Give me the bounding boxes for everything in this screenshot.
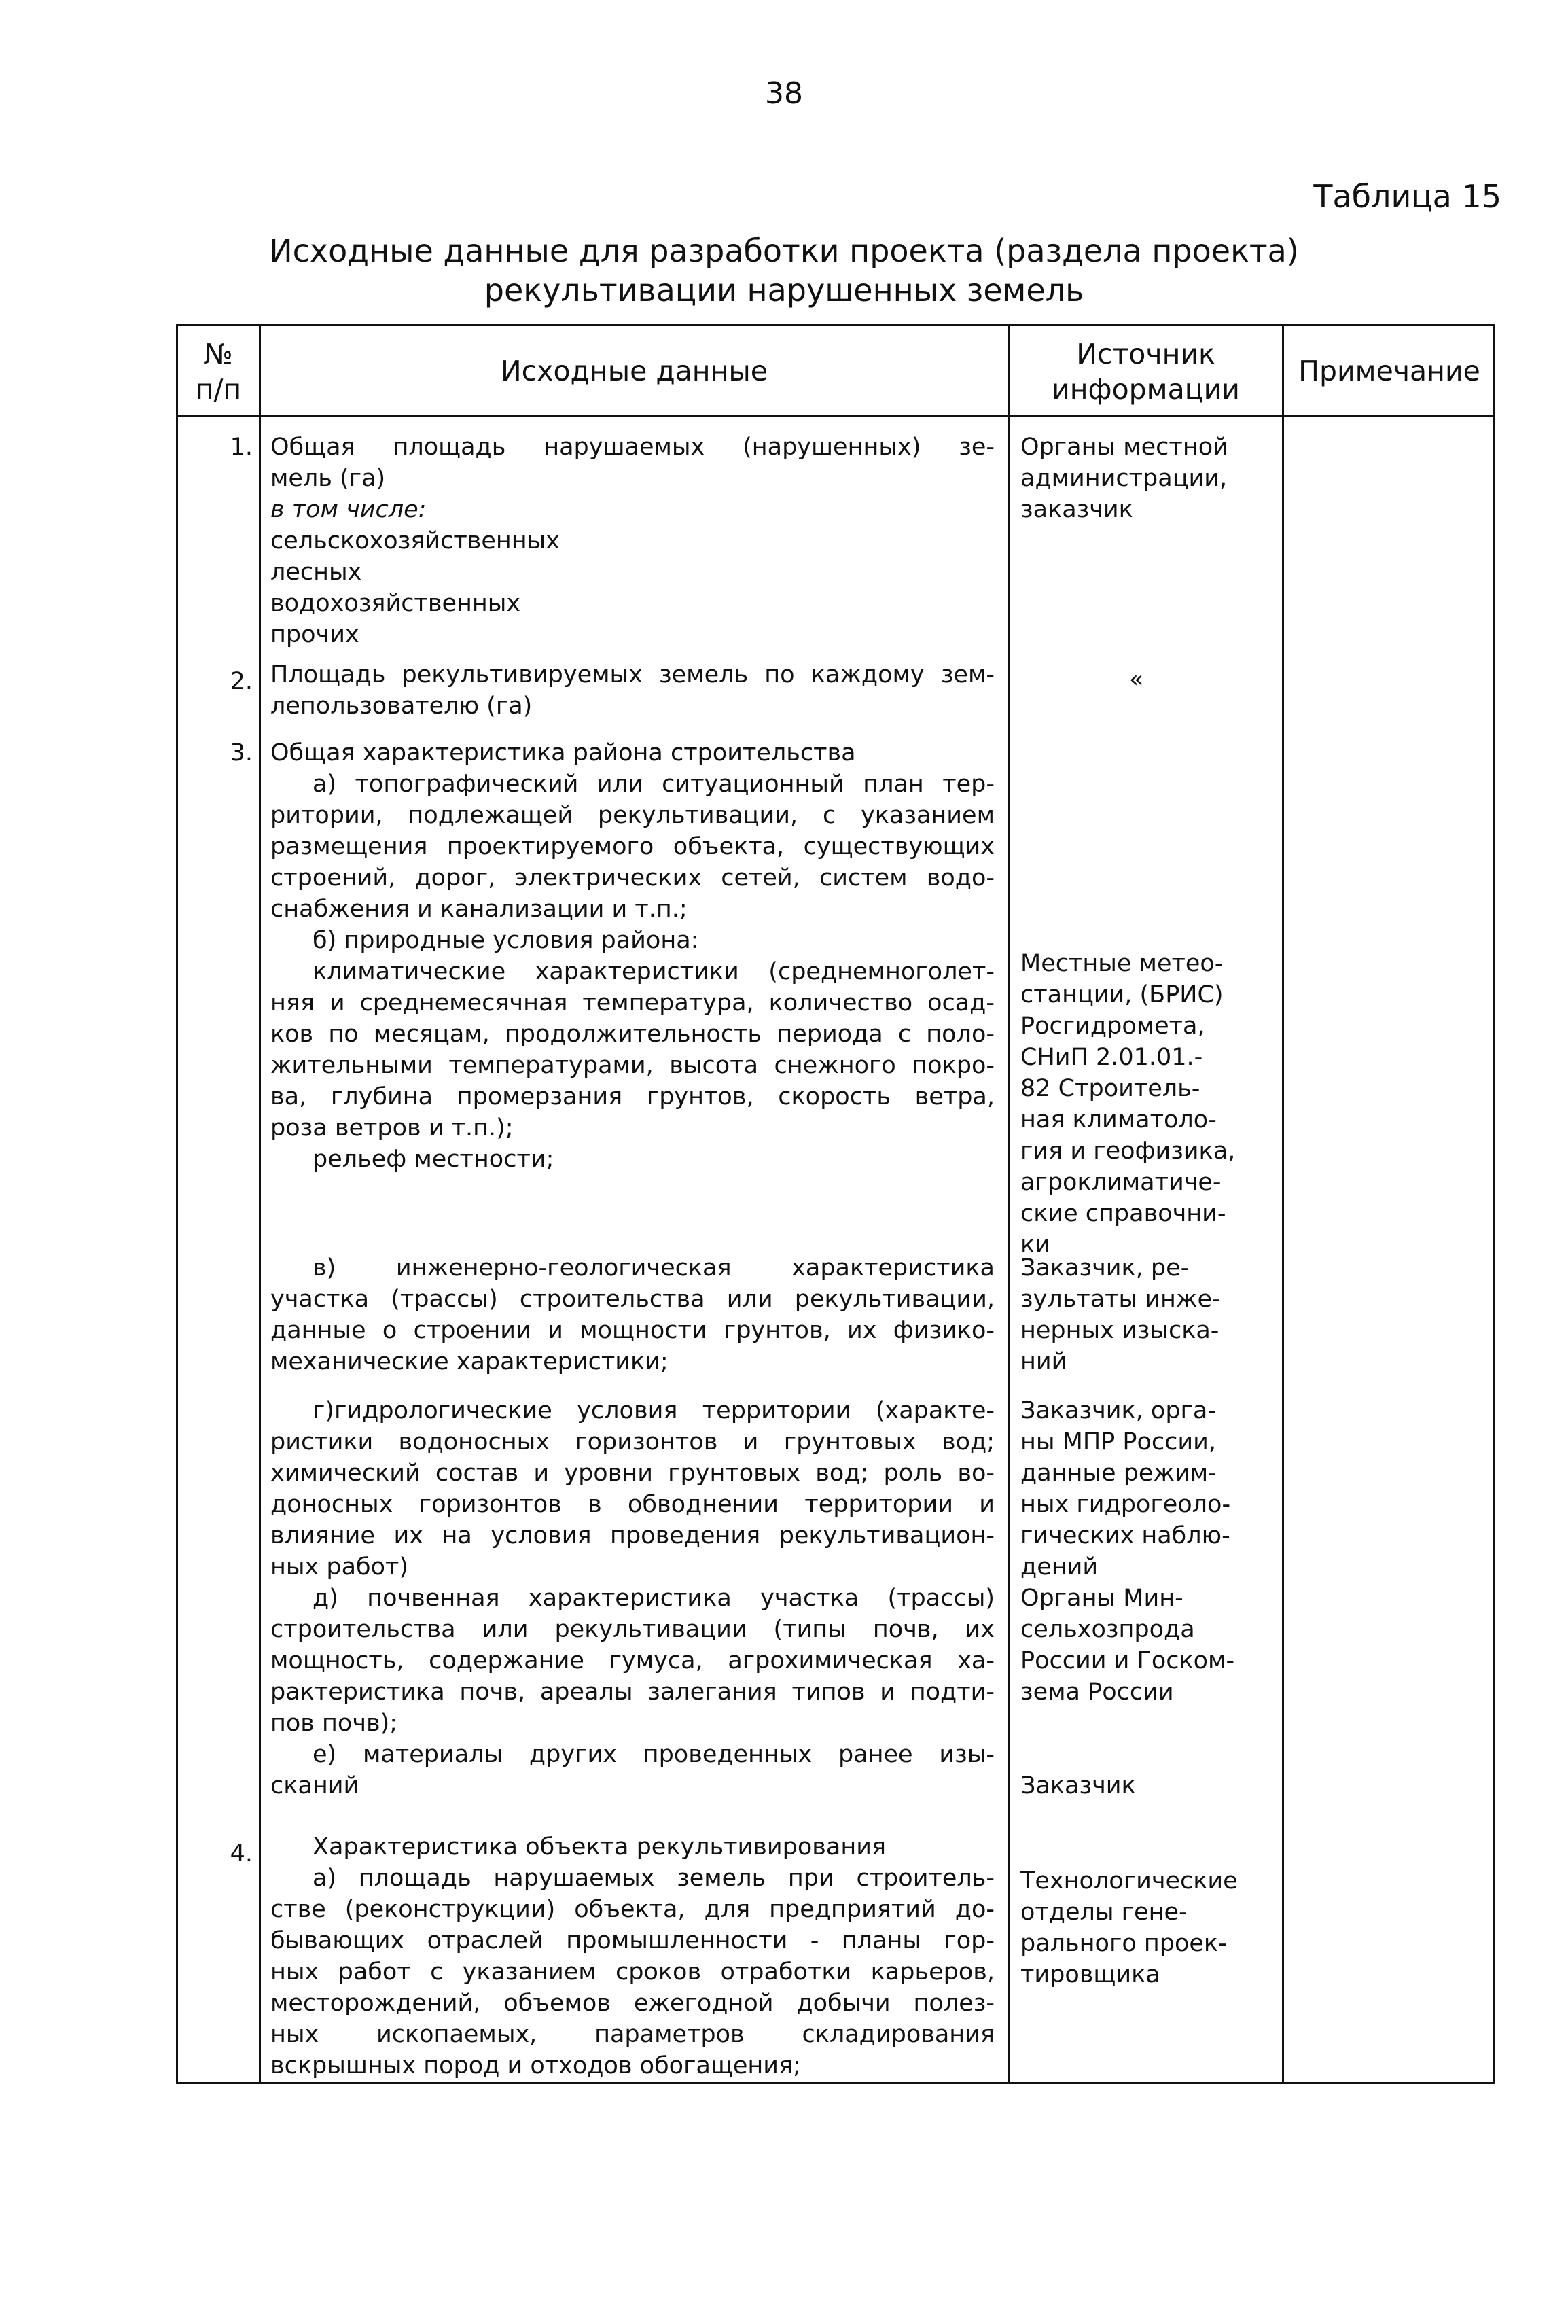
row-3-source-climate: Местные метео- станции, (БРИС) Росгидромета, СНиП 2.01.01.- 82 Строитель- ная климатоло- гия и геофизика, агроклиматиче- ские справочни- ки (1020, 950, 1236, 1258)
row-2-content: Площадь рекультивируемых земель по каждому зем- лепользователю (га) (270, 661, 995, 720)
row-1-content: Общая площадь нарушаемых (нарушенных) зе- мель (га) в том числе: сельскохозяйственных лесных водохозяйственных прочих (270, 434, 995, 648)
row-number: 4. (230, 1840, 253, 1867)
table-label: Таблица 15 (1313, 178, 1501, 215)
column-divider (1008, 326, 1010, 2082)
row-number: 2. (230, 668, 253, 695)
page-number: 38 (765, 76, 803, 111)
header-source-data: Исходные данные (500, 355, 768, 387)
header-source-info: Источник информации (1052, 338, 1240, 406)
document-title (0, 231, 1568, 310)
row-3-hydrology: г)гидрологические условия территории (характе- ристики водоносных горизонтов и грунтовых вод; химический состав и уровни грунтовых вод; роль во- доносных горизонтов в обводнении территории и влияние их на условия проведения рекультивацион- ных работ) д) почвенная характеристика участка (трассы) строительства или рекультивации (типы почв, их мощность, содержание гумуса, агрохимическая ха- рактеристика почв, ареалы залегания типов и подти- пов почв); е) материалы других проведенных ранее изы- сканий (270, 1397, 995, 1799)
row-3-source-surveys: Заказчик (1020, 1772, 1136, 1799)
column-divider (1282, 326, 1284, 2082)
header-number: № п/п (195, 338, 242, 406)
row-3-source-hydrology: Заказчик, орга- ны МПР России, данные режим- ных гидрогеоло- гических наблю- дений (1020, 1397, 1231, 1581)
title-line: Исходные данные для разработки проекта (раздела проекта) (269, 232, 1299, 269)
title-line: рекультивации нарушенных земель (484, 272, 1084, 309)
row-3-geology: в) инженерно-геологическая характеристика участка (трассы) строительства или рекультивации, данные о строении и мощности грунтов, их физико- механические характеристики; (270, 1254, 995, 1375)
column-divider (259, 326, 261, 2082)
row-3-source-soil: Органы Мин- сельхозпрода России и Госком- зема России (1020, 1585, 1235, 1706)
row-4-content: Характеристика объекта рекультивирования а) площадь нарушаемых земель при строитель- стве (реконструкции) объекта, для предприятий до- бывающих отраслей промышленности - планы гор- ных работ с указанием сроков отработки карьеров, месторождений, объемов ежегодной добычи полез- ных ископаемых, параметров складирования вскрышных пород и отходов обогащения; (270, 1833, 995, 2079)
row-number: 1. (230, 434, 253, 461)
header-divider (178, 415, 1493, 417)
row-3-content: Общая характеристика района строительства а) топографический или ситуационный план тер- ритории, подлежащей рекультивации, с указанием размещения проектируемого объекта, существующих строений, дорог, электрических сетей, систем водо- снабжения и канализации и т.п.; б) природные условия района: климатические характеристики (среднемноголет- няя и среднемесячная температура, количество осад- ков по месяцам, продолжительность периода с поло- жительными температурами, высота снежного покро- ва, глубина промерзания грунтов, скорость ветра, роза ветров и т.п.); рельеф местности; (270, 739, 995, 1173)
header-note: Примечание (1298, 355, 1480, 387)
row-number: 3. (230, 739, 253, 767)
row-2-source: « (1129, 666, 1144, 693)
data-table (176, 324, 1495, 2084)
row-3-source-geology: Заказчик, ре- зультаты инже- нерных изыска- ний (1020, 1254, 1221, 1375)
row-4-source: Технологические отделы гене- рального проек- тировщика (1020, 1867, 1238, 1988)
row-1-source: Органы местной администрации, заказчик (1020, 434, 1228, 523)
